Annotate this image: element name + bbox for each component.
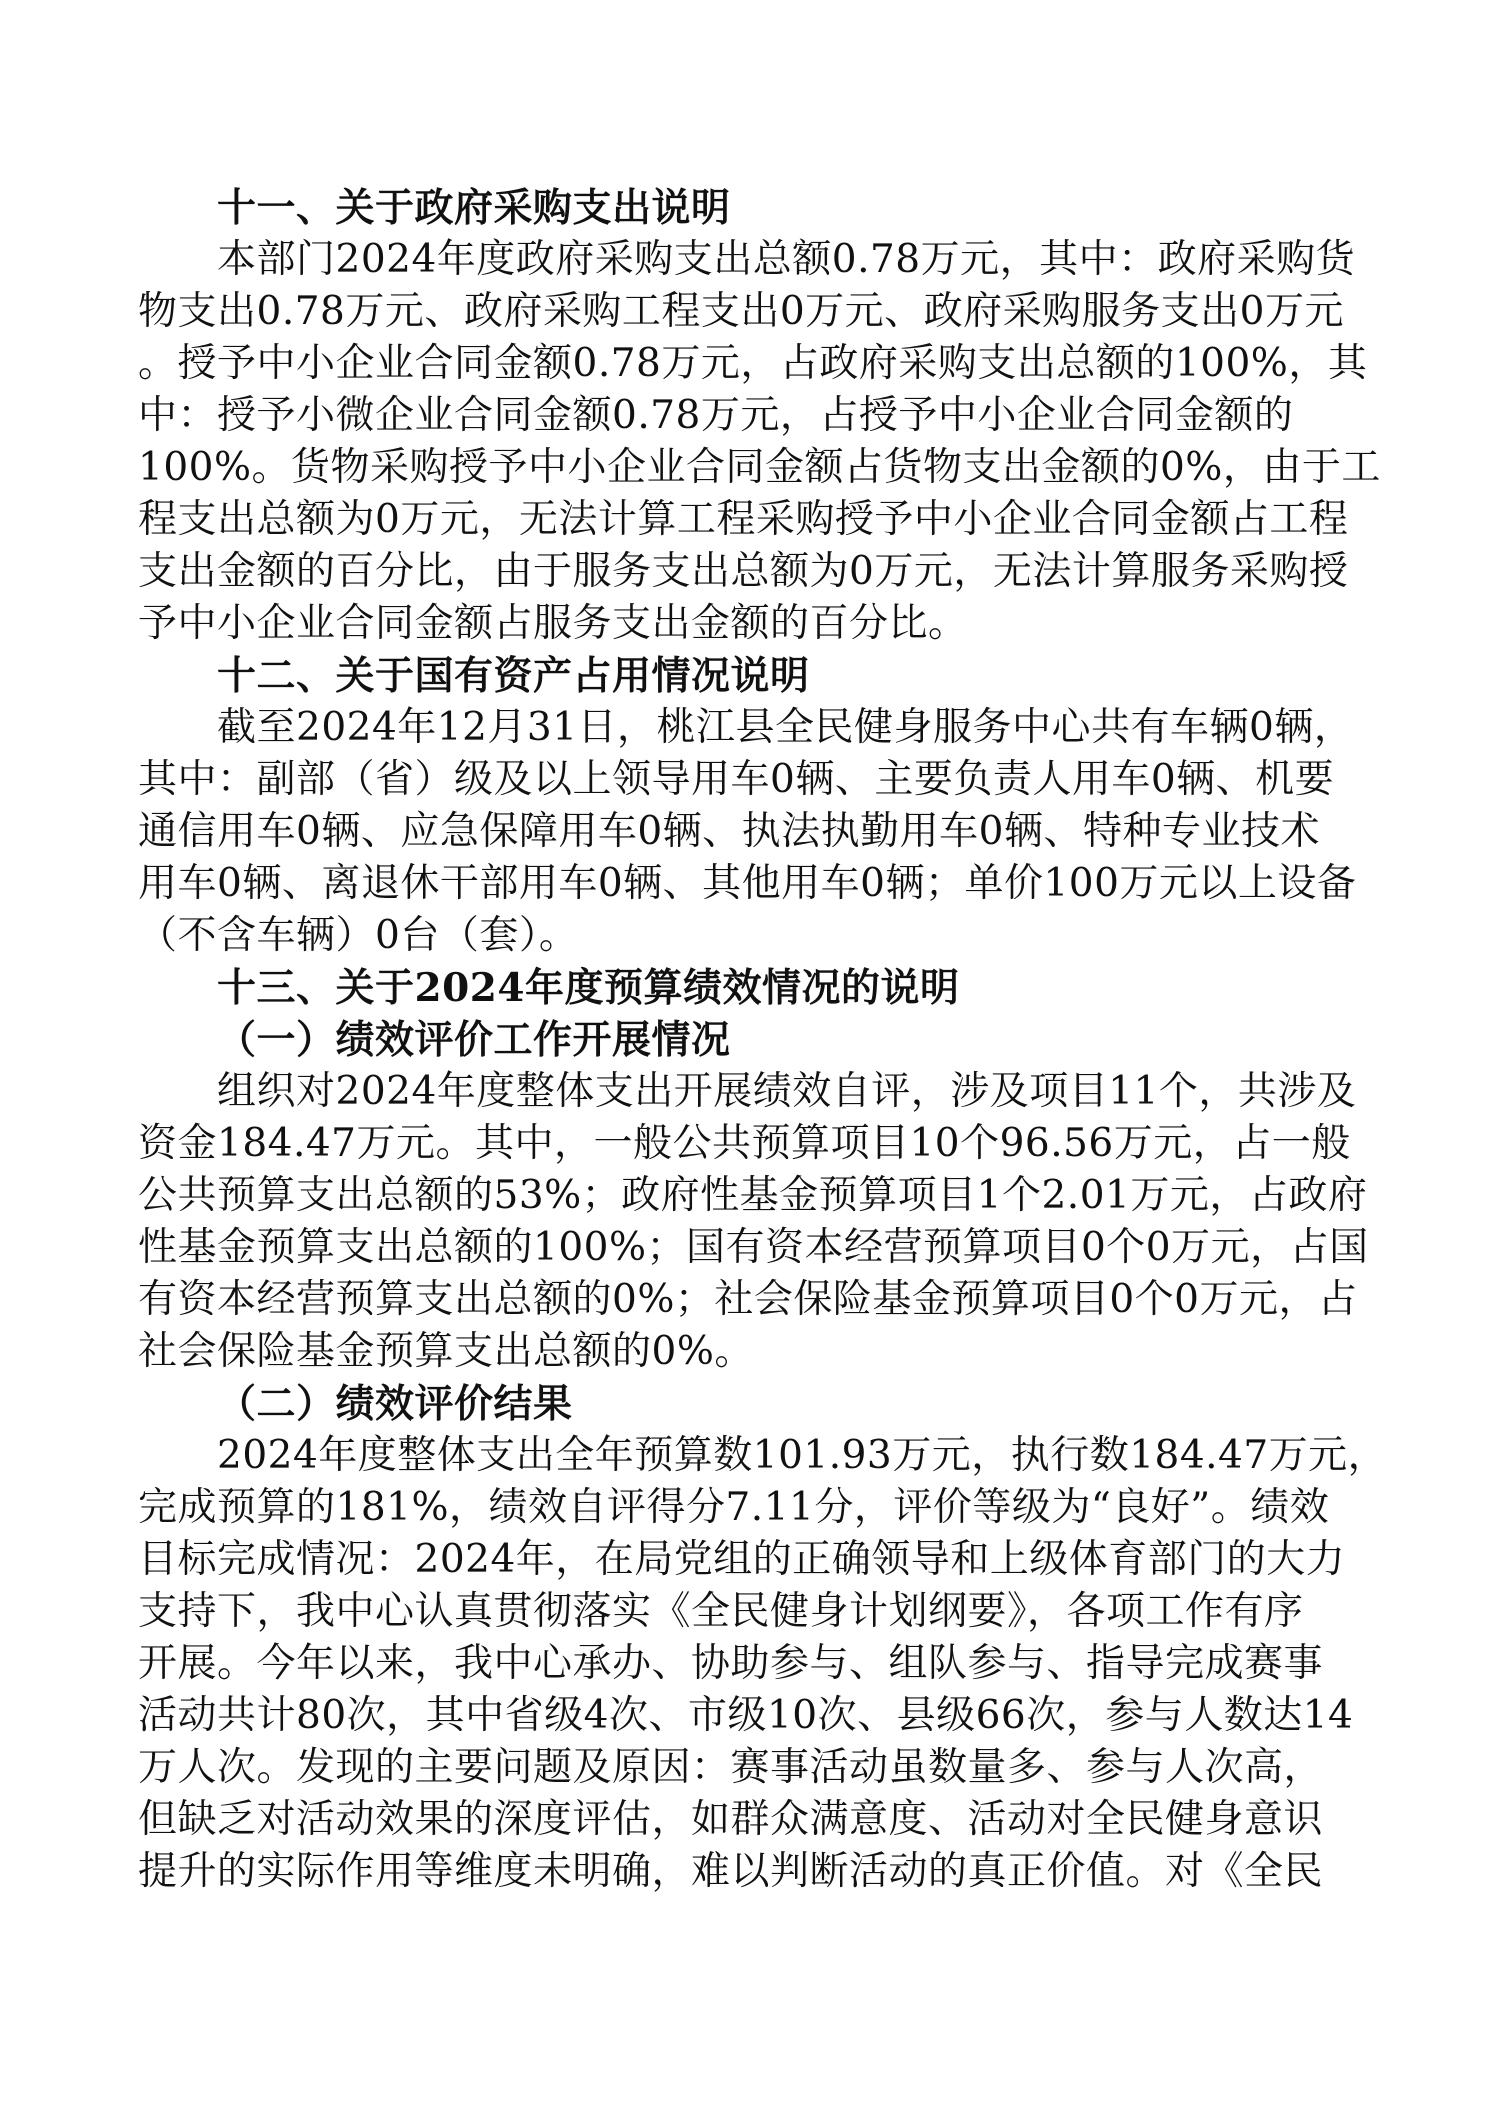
paragraph-line: 截至2024年12月31日，桃江县全民健身服务中心共有车辆0辆， xyxy=(217,705,1354,750)
paragraph-line: 完成预算的181%，绩效自评得分7.11分，评价等级为“良好”。绩效 xyxy=(138,1485,1330,1530)
paragraph-line: （不含车辆）0台（套）。 xyxy=(138,913,579,958)
paragraph-line: 性基金预算支出总额的100%；国有资本经营预算项目0个0万元，占国 xyxy=(138,1225,1369,1270)
paragraph-line: 支持下，我中心认真贯彻落实《全民健身计划纲要》，各项工作有序 xyxy=(138,1589,1304,1634)
paragraph-line: 资金184.47万元。其中，一般公共预算项目10个96.56万元，占一般 xyxy=(138,1121,1351,1166)
paragraph-line: 万人次。发现的主要问题及原因：赛事活动虽数量多、参与人次高， xyxy=(138,1745,1324,1790)
paragraph-line: 支出金额的百分比，由于服务支出总额为0万元，无法计算服务采购授 xyxy=(138,549,1349,594)
section-heading: （一）绩效评价工作开展情况 xyxy=(217,1017,731,1063)
paragraph-line: 社会保险基金预算支出总额的0%。 xyxy=(138,1329,754,1374)
paragraph-line: 物支出0.78万元、政府采购工程支出0万元、政府采购服务支出0万元 xyxy=(138,289,1344,334)
section-heading: 十一、关于政府采购支出说明 xyxy=(217,185,731,231)
paragraph-line: 其中：副部（省）级及以上领导用车0辆、主要负责人用车0辆、机要 xyxy=(138,757,1335,802)
section-heading: 十三、关于2024年度预算绩效情况的说明 xyxy=(217,965,960,1011)
paragraph-line: 中：授予小微企业合同金额0.78万元，占授予中小企业合同金额的 xyxy=(138,393,1294,438)
paragraph-line: 但缺乏对活动效果的深度评估，如群众满意度、活动对全民健身意识 xyxy=(138,1797,1324,1842)
paragraph-line: 用车0辆、离退休干部用车0辆、其他用车0辆；单价100万元以上设备 xyxy=(138,861,1357,906)
paragraph-line: 提升的实际作用等维度未明确，难以判断活动的真正价值。对《全民 xyxy=(138,1849,1324,1894)
paragraph-line: 开展。今年以来，我中心承办、协助参与、组队参与、指导完成赛事 xyxy=(138,1641,1324,1686)
paragraph-line: 2024年度整体支出全年预算数101.93万元，执行数184.47万元， xyxy=(217,1433,1388,1478)
section-heading: 十二、关于国有资产占用情况说明 xyxy=(217,653,810,699)
paragraph-line: 本部门2024年度政府采购支出总额0.78万元，其中：政府采购货 xyxy=(217,237,1356,282)
paragraph-line: 程支出总额为0万元，无法计算工程采购授予中小企业合同金额占工程 xyxy=(138,497,1349,542)
paragraph-line: 100%。货物采购授予中小企业合同金额占货物支出金额的0%，由于工 xyxy=(138,445,1381,490)
paragraph-line: 组织对2024年度整体支出开展绩效自评，涉及项目11个，共涉及 xyxy=(217,1069,1357,1114)
paragraph-line: 目标完成情况：2024年，在局党组的正确领导和上级体育部门的大力 xyxy=(138,1537,1346,1582)
paragraph-line: 活动共计80次，其中省级4次、市级10次、县级66次，参与人数达14 xyxy=(138,1693,1354,1738)
paragraph-line: 。授予中小企业合同金额0.78万元，占政府采购支出总额的100%，其 xyxy=(138,341,1368,386)
paragraph-line: 予中小企业合同金额占服务支出金额的百分比。 xyxy=(138,601,968,646)
paragraph-line: 通信用车0辆、应急保障用车0辆、执法执勤用车0辆、特种专业技术 xyxy=(138,809,1320,854)
section-heading: （二）绩效评价结果 xyxy=(217,1381,573,1427)
paragraph-line: 有资本经营预算支出总额的0%；社会保险基金预算项目0个0万元，占 xyxy=(138,1277,1358,1322)
paragraph-line: 公共预算支出总额的53%；政府性基金预算项目1个2.01万元，占政府 xyxy=(138,1173,1368,1218)
